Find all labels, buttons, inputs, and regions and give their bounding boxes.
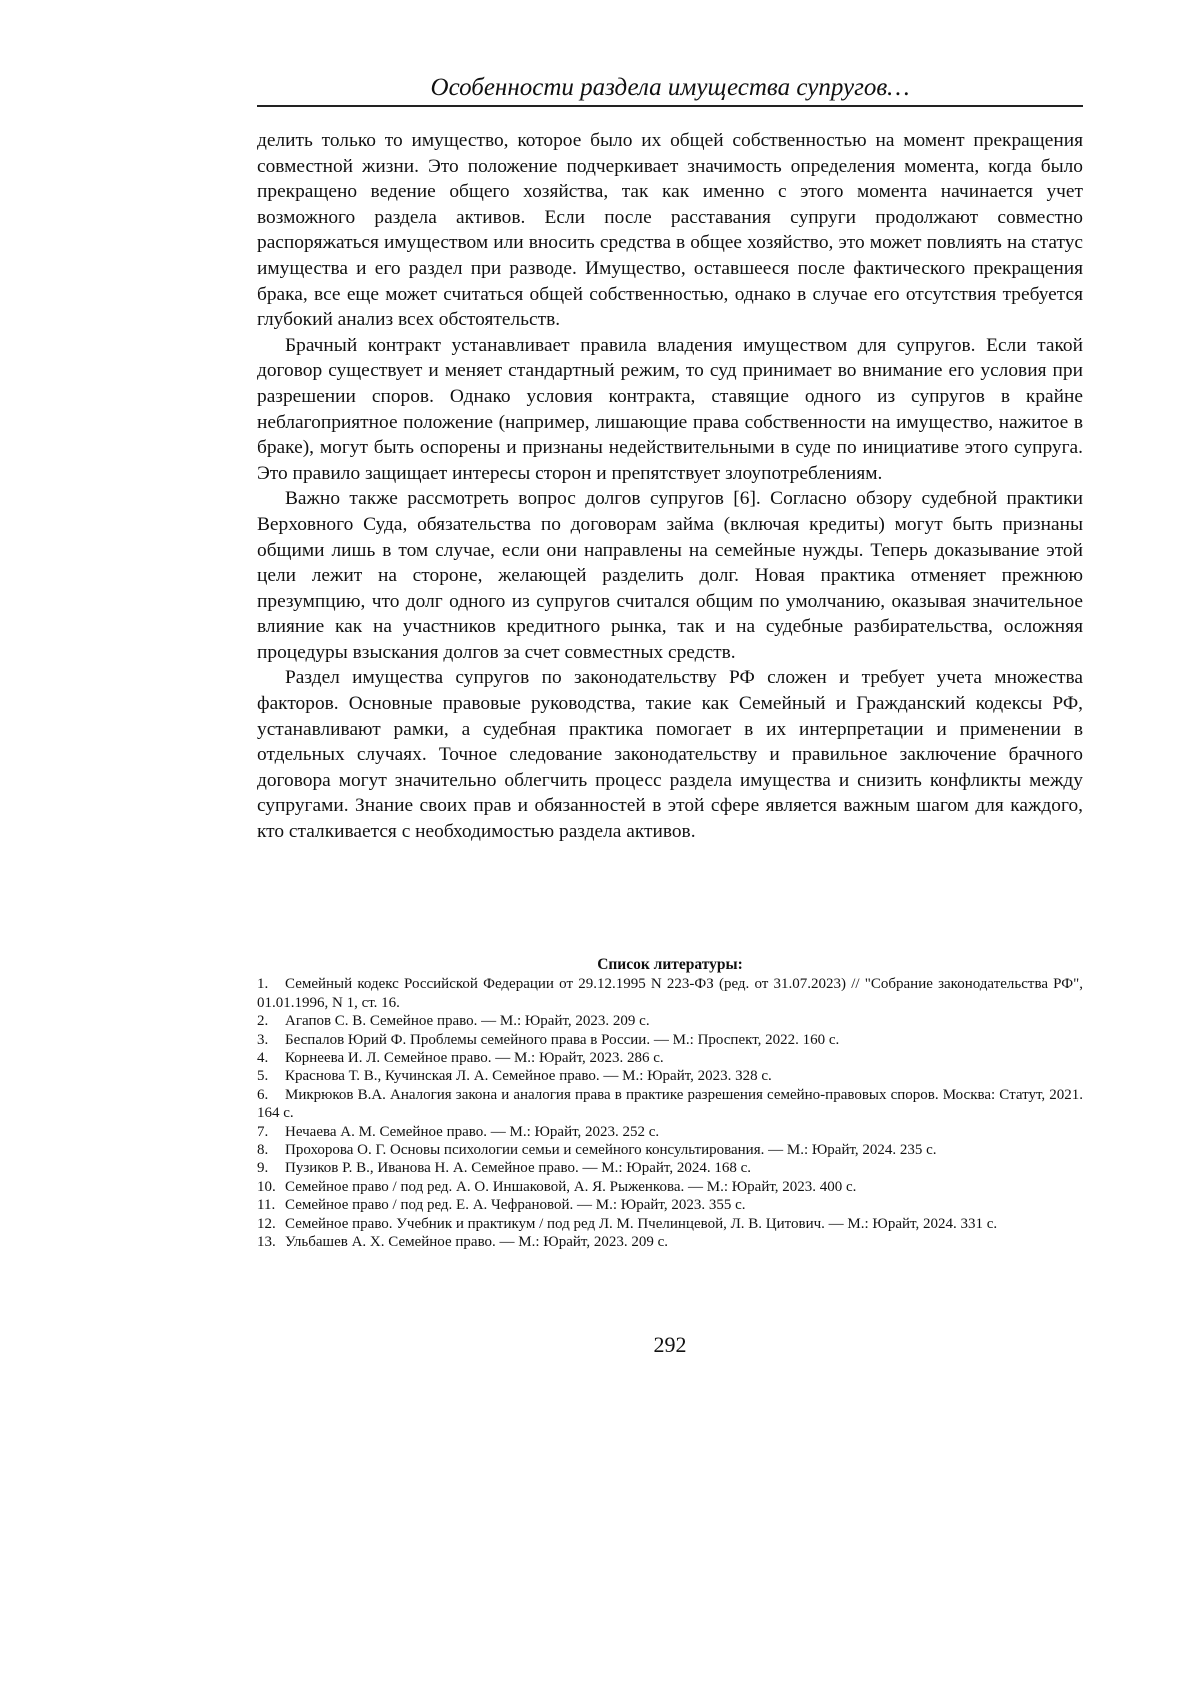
reference-item — [257, 1159, 1083, 1177]
references-list — [257, 975, 1083, 1251]
reference-text: Ульбашев А. Х. Семейное право. — М.: Юрайт, 2023. 209 с. — [285, 1234, 668, 1250]
body-paragraph: делить только то имущество, которое было их общей собственностью на момент прекращения совместной жизни. Это положение подчеркивает значимость определения момента, когда было прекращено ведение общего хозяйства, так как именно с этого момента начинается учет возможного раздела активов. Если после расставания супруги продолжают совместно распоряжаться имуществом или вносить средства в общее хозяйство, это может повлиять на статус имущества и его раздел при разводе. Имущество, оставшееся после фактического прекращения брака, все еще может считаться общей собственностью, однако в случае его отсутствия требуется глубокий анализ всех обстоятельств. — [257, 128, 1083, 333]
reference-item — [257, 1215, 1083, 1233]
reference-text: Нечаева А. М. Семейное право. — М.: Юрайт, 2023. 252 с. — [285, 1124, 659, 1140]
reference-number: 1. — [257, 975, 285, 993]
reference-item — [257, 1012, 1083, 1030]
body-paragraph: Раздел имущества супругов по законодательству РФ сложен и требует учета множества факторов. Основные правовые руководства, такие как Семейный и Гражданский кодексы РФ, устанавливают рамки, а судебная практика помогает в их интерпретации и применении в отдельных случаях. Точное следование законодательству и правильное заключение брачного договора могут значительно облегчить процесс раздела имущества и снизить конфликты между супругами. Знание своих прав и обязанностей в этой сфере является важным шагом для каждого, кто сталкивается с необходимостью раздела активов. — [257, 665, 1083, 844]
reference-item — [257, 1123, 1083, 1141]
reference-item — [257, 1086, 1083, 1123]
reference-text: Семейный кодекс Российской Федерации от 29.12.1995 N 223-ФЗ (ред. от 31.07.2023) // "Собрание законодательства РФ", 01.01.1996, N 1, ст. 16. — [257, 976, 1083, 1010]
reference-item — [257, 1178, 1083, 1196]
reference-item — [257, 975, 1083, 1012]
reference-number: 4. — [257, 1049, 285, 1067]
reference-text: Агапов С. В. Семейное право. — М.: Юрайт, 2023. 209 с. — [285, 1013, 650, 1029]
reference-text: Прохорова О. Г. Основы психологии семьи и семейного консультирования. — М.: Юрайт, 2024. 235 с. — [285, 1142, 937, 1158]
reference-number: 3. — [257, 1031, 285, 1049]
reference-number: 7. — [257, 1123, 285, 1141]
journal-page — [0, 0, 1200, 1697]
reference-text: Корнеева И. Л. Семейное право. — М.: Юрайт, 2023. 286 с. — [285, 1050, 664, 1066]
references-section — [257, 956, 1083, 1252]
reference-text: Семейное право. Учебник и практикум / под ред Л. М. Пчелинцевой, Л. В. Цитович. — М.: Юрайт, 2024. 331 с. — [285, 1216, 997, 1232]
article-body — [257, 128, 1083, 845]
reference-text: Краснова Т. В., Кучинская Л. А. Семейное право. — М.: Юрайт, 2023. 328 с. — [285, 1068, 772, 1084]
reference-number: 9. — [257, 1159, 285, 1177]
reference-number: 10. — [257, 1178, 285, 1196]
reference-number: 2. — [257, 1012, 285, 1030]
reference-text: Беспалов Юрий Ф. Проблемы семейного права в России. — М.: Проспект, 2022. 160 с. — [285, 1032, 839, 1048]
reference-number: 12. — [257, 1215, 285, 1233]
reference-text: Семейное право / под ред. Е. А. Чефрановой. — М.: Юрайт, 2023. 355 с. — [285, 1197, 745, 1213]
reference-item — [257, 1031, 1083, 1049]
reference-number: 13. — [257, 1233, 285, 1251]
page-number: 292 — [257, 1331, 1083, 1359]
reference-text: Микрюков В.А. Аналогия закона и аналогия права в практике разрешения семейно-правовых споров. Москва: Статут, 2021. 164 с. — [257, 1087, 1083, 1121]
body-paragraph: Важно также рассмотреть вопрос долгов супругов [6]. Согласно обзору судебной практики Верховного Суда, обязательства по договорам займа (включая кредиты) могут быть признаны общими лишь в том случае, если они направлены на семейные нужды. Теперь доказывание этой цели лежит на стороне, желающей разделить долг. Новая практика отменяет прежнюю презумпцию, что долг одного из супругов считался общим по умолчанию, оказывая значительное влияние как на участников кредитного рынка, так и на судебные разбирательства, осложняя процедуры взыскания долгов за счет совместных средств. — [257, 486, 1083, 665]
reference-number: 11. — [257, 1196, 285, 1214]
reference-text: Пузиков Р. В., Иванова Н. А. Семейное право. — М.: Юрайт, 2024. 168 с. — [285, 1160, 751, 1176]
reference-number: 5. — [257, 1067, 285, 1085]
reference-text: Семейное право / под ред. А. О. Иншаковой, А. Я. Рыженкова. — М.: Юрайт, 2023. 400 с. — [285, 1179, 856, 1195]
references-title: Список литературы: — [257, 956, 1083, 974]
reference-number: 6. — [257, 1086, 285, 1104]
reference-item — [257, 1196, 1083, 1214]
reference-item — [257, 1233, 1083, 1251]
reference-item — [257, 1141, 1083, 1159]
reference-number: 8. — [257, 1141, 285, 1159]
body-paragraph: Брачный контракт устанавливает правила владения имуществом для супругов. Если такой договор существует и меняет стандартный режим, то суд принимает во внимание его условия при разрешении споров. Однако условия контракта, ставящие одного из супругов в крайне неблагоприятное положение (например, лишающие права собственности на имущество, нажитое в браке), могут быть оспорены и признаны недействительными в суде по инициативе этого супруга. Это правило защищает интересы сторон и препятствует злоупотреблениям. — [257, 333, 1083, 487]
reference-item — [257, 1049, 1083, 1067]
reference-item — [257, 1067, 1083, 1085]
running-header: Особенности раздела имущества супругов… — [257, 72, 1083, 107]
